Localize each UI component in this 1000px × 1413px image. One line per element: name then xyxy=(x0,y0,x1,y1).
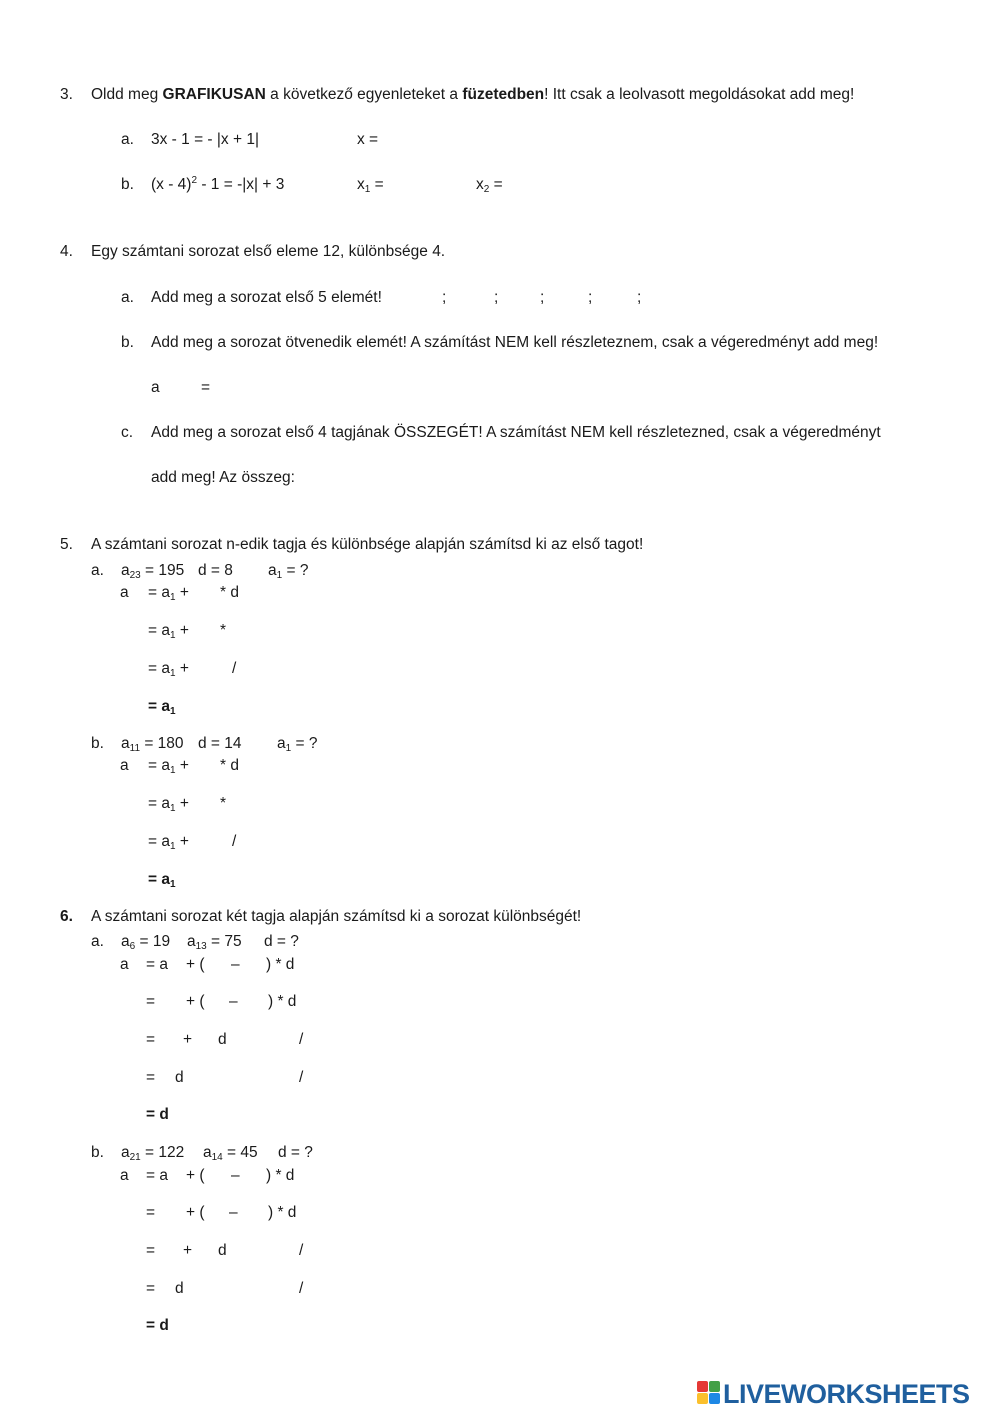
q5b-line1: = $a_1$ + xyxy=(148,757,189,776)
q3a-label: a. xyxy=(121,131,134,148)
q5b-line2: = $a_1$ + xyxy=(148,795,189,814)
q6a-line2-minus: – xyxy=(229,993,238,1010)
q5b-line2-star: * xyxy=(220,795,227,812)
q6a-line2-paren: + ( xyxy=(186,993,205,1010)
q3a-equation: 3x - 1 = - |x + 1| xyxy=(151,131,259,148)
q4-number: 4. xyxy=(60,243,73,260)
q6b-line4-eq: = xyxy=(146,1280,156,1297)
q4a-label: a. xyxy=(121,289,134,306)
q5a-question: $a_1$ = ? xyxy=(268,562,309,581)
q5b-line4: = $a_1$ xyxy=(148,871,176,890)
q6b-line3-plus: + xyxy=(183,1242,193,1259)
q6b-given-2: $a_{14} = 45$ xyxy=(203,1144,258,1163)
q5a-line3: = $a_1$ + xyxy=(148,660,189,679)
q3b-x2-label: $x_2$ = xyxy=(476,176,503,195)
q6b-line1-minus: – xyxy=(231,1167,240,1184)
q6a-line3-slash: / xyxy=(299,1031,304,1048)
q4a-text: Add meg a sorozat első 5 elemét! xyxy=(151,289,382,306)
q4b-a-symbol: a xyxy=(151,379,160,396)
q5a-given-d: d = 8 xyxy=(198,562,233,579)
q6a-line1-minus: – xyxy=(231,956,240,973)
q6a-line2-close: ) * d xyxy=(268,993,297,1010)
q4a-separator: ; xyxy=(442,289,447,306)
q5b-question: $a_1$ = ? xyxy=(277,735,318,754)
q6-number: 6. xyxy=(60,908,73,925)
q6b-line4-slash: / xyxy=(299,1280,304,1297)
q3a-answer-label: x = xyxy=(357,131,379,148)
q6b-line2-paren: + ( xyxy=(186,1204,205,1221)
q5-number: 5. xyxy=(60,536,73,553)
q6b-line4-d: d xyxy=(175,1280,184,1297)
q3b-equation: (x - 4)$^2$ - 1 = -|x| + 3 xyxy=(151,175,285,193)
q6a-line4-d: d xyxy=(175,1069,184,1086)
q4a-separator: ; xyxy=(540,289,545,306)
q5a-line1-star: * d xyxy=(220,584,239,601)
q6-instruction: A számtani sorozat két tagja alapján számítsd ki a sorozat különbségét! xyxy=(91,908,582,925)
q4a-separator: ; xyxy=(637,289,642,306)
q5a-given-term: $a_{23} = 195$ xyxy=(121,562,185,581)
q4c-text-cont: add meg! Az összeg: xyxy=(151,469,295,486)
q3b-label: b. xyxy=(121,176,134,193)
q6a-question: d = ? xyxy=(264,933,299,950)
q5b-line3: = $a_1$ + xyxy=(148,833,189,852)
q6a-line5: = d xyxy=(146,1106,169,1123)
q3b-x1-label: $x_1$ = xyxy=(357,176,384,195)
q5a-line2-star: * xyxy=(220,622,227,639)
q5a-line3-slash: / xyxy=(232,660,237,677)
q5b-line3-slash: / xyxy=(232,833,237,850)
q6b-given-1: $a_{21} = 122$ xyxy=(121,1144,185,1163)
q6a-line4-eq: = xyxy=(146,1069,156,1086)
q6b-line2-minus: – xyxy=(229,1204,238,1221)
q4a-separator: ; xyxy=(588,289,593,306)
q6a-line3-d: d xyxy=(218,1031,227,1048)
q6b-line2-close: ) * d xyxy=(268,1204,297,1221)
q3-instruction: Oldd meg GRAFIKUSAN a következő egyenleteket a füzetedben! Itt csak a leolvasott megoldásokat add meg! xyxy=(91,86,855,103)
q5b-given-term: $a_{11} = 180$ xyxy=(121,735,184,754)
q4b-text: Add meg a sorozat ötvenedik elemét! A számítást NEM kell részleteznem, csak a végeredményt add meg! xyxy=(151,334,879,351)
logo-text: LIVEWORKSHEETS xyxy=(723,1379,970,1409)
q6a-line3-plus: + xyxy=(183,1031,193,1048)
q5b-label: b. xyxy=(91,735,104,752)
q6a-line1-paren: + ( xyxy=(186,956,205,973)
q5a-line4: = $a_1$ xyxy=(148,698,176,717)
q5a-label: a. xyxy=(91,562,104,579)
q5a-line1: = $a_1$ + xyxy=(148,584,189,603)
q5b-line1-star: * d xyxy=(220,757,239,774)
q6a-line1-a: a xyxy=(120,956,129,973)
q6a-line2-eq: = xyxy=(146,993,156,1010)
q6b-line1-close: ) * d xyxy=(266,1167,295,1184)
q6b-line3-eq: = xyxy=(146,1242,156,1259)
q4c-label: c. xyxy=(121,424,134,441)
q6a-line1-eq: = a xyxy=(146,956,168,973)
q6b-line1-eq: = a xyxy=(146,1167,168,1184)
q5b-given-d: d = 14 xyxy=(198,735,242,752)
q6b-line1-a: a xyxy=(120,1167,129,1184)
q4b-equals: = xyxy=(201,379,211,396)
q4a-separator: ; xyxy=(494,289,499,306)
q6b-line3-d: d xyxy=(218,1242,227,1259)
q4b-label: b. xyxy=(121,334,134,351)
q6a-line1-close: ) * d xyxy=(266,956,295,973)
q6b-line5: = d xyxy=(146,1317,169,1334)
q6b-line3-slash: / xyxy=(299,1242,304,1259)
q6a-line4-slash: / xyxy=(299,1069,304,1086)
q6b-label: b. xyxy=(91,1144,104,1161)
q6b-line2-eq: = xyxy=(146,1204,156,1221)
q6a-given-2: $a_{13} = 75$ xyxy=(187,933,242,952)
q4-instruction: Egy számtani sorozat első eleme 12, különbsége 4. xyxy=(91,243,446,260)
q4c-text: Add meg a sorozat első 4 tagjának ÖSSZEGÉT! A számítást NEM kell részletezned, csak a végeredményt xyxy=(151,424,881,441)
q5-instruction: A számtani sorozat n-edik tagja és különbsége alapján számítsd ki az első tagot! xyxy=(91,536,644,553)
q5a-line1-a: a xyxy=(120,584,129,601)
q5b-line1-a: a xyxy=(120,757,129,774)
q5a-line2: = $a_1$ + xyxy=(148,622,189,641)
q6a-line3-eq: = xyxy=(146,1031,156,1048)
q3-number: 3. xyxy=(60,86,73,103)
q6a-given-1: $a_6 = 19$ xyxy=(121,933,171,952)
logo-blocks-icon xyxy=(697,1381,721,1405)
q6b-line1-paren: + ( xyxy=(186,1167,205,1184)
q6a-label: a. xyxy=(91,933,104,950)
q6b-question: d = ? xyxy=(278,1144,313,1161)
